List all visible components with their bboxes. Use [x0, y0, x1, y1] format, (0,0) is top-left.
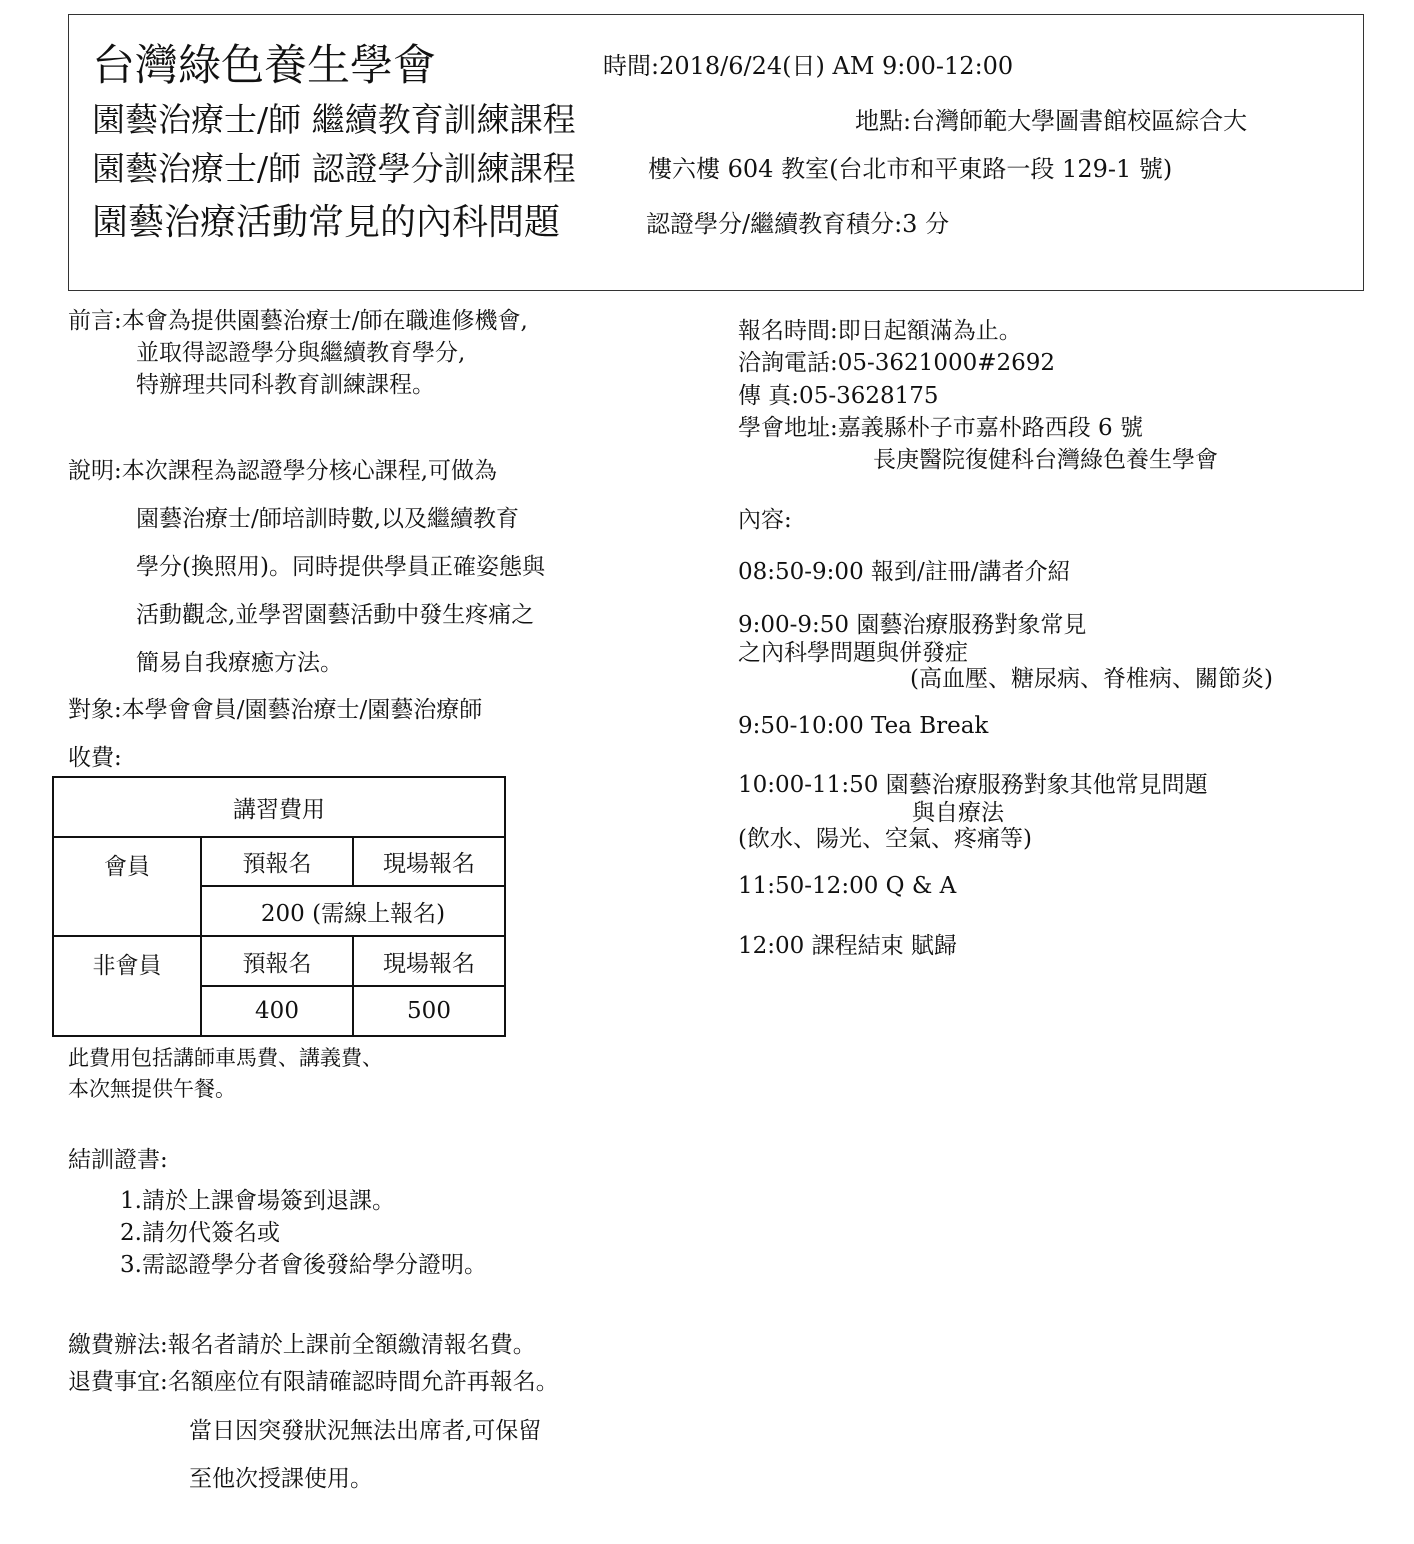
non-member-pre-register: 預報名	[201, 936, 353, 986]
certificate-item-1: 1.請於上課會場簽到退課。	[120, 1188, 395, 1214]
org-name: 台灣綠色養生學會	[92, 41, 436, 91]
member-onsite-register: 現場報名	[353, 837, 505, 886]
contact-address-1: 學會地址:嘉義縣朴子市嘉朴路西段 6 號	[738, 415, 1144, 441]
member-price: 200 (需線上報名)	[201, 886, 505, 936]
preface-line-1: 前言:本會為提供園藝治療士/師在職進修機會,	[68, 308, 528, 334]
schedule-item-6: 12:00 課程結束 賦歸	[738, 933, 957, 959]
contact-phone: 洽詢電話:05-3621000#2692	[738, 350, 1056, 376]
schedule-item-2: 9:00-9:50 園藝治療服務對象常見	[738, 612, 1087, 638]
schedule-item-2-line-3: (高血壓、糖尿病、脊椎病、關節炎)	[910, 666, 1273, 692]
event-time: 時間:2018/6/24(日) AM 9:00-12:00	[603, 52, 1014, 80]
location-line-2: 樓六樓 604 教室(台北市和平東路一段 129-1 號)	[648, 155, 1173, 183]
contact-address-2: 長庚醫院復健科台灣綠色養生學會	[873, 447, 1218, 473]
description-line-3: 學分(換照用)。同時提供學員正確姿態與	[136, 554, 545, 580]
credits: 認證學分/繼續教育積分:3 分	[646, 210, 950, 238]
refund-line-1: 退費事宜:名額座位有限請確認時間允許再報名。	[68, 1369, 559, 1395]
certificate-label: 結訓證書:	[68, 1147, 168, 1173]
fee-note-line-2: 本次無提供午餐。	[68, 1077, 236, 1101]
preface-line-2: 並取得認證學分與繼續教育學分,	[136, 340, 466, 366]
course-line-2: 園藝治療士/師 認證學分訓練課程	[92, 149, 576, 188]
description-line-1: 說明:本次課程為認證學分核心課程,可做為	[68, 458, 498, 484]
member-pre-register: 預報名	[201, 837, 353, 886]
location-line-1: 地點:台灣師範大學圖書館校區綜合大	[855, 107, 1248, 135]
schedule-item-4-line-3: (飲水、陽光、空氣、疼痛等)	[738, 826, 1032, 852]
non-member-onsite-register: 現場報名	[353, 936, 505, 986]
content-label: 內容:	[738, 507, 792, 533]
certificate-item-3: 3.需認證學分者會後發給學分證明。	[120, 1252, 487, 1278]
fee-table	[52, 776, 506, 1037]
schedule-item-1: 08:50-9:00 報到/註冊/講者介紹	[738, 559, 1071, 585]
non-member-label: 非會員	[53, 936, 201, 1036]
schedule-item-4: 10:00-11:50 園藝治療服務對象其他常見問題	[738, 772, 1208, 798]
non-member-onsite-price: 500	[353, 986, 505, 1036]
schedule-item-2-line-2: 之內科學問題與併發症	[738, 640, 968, 666]
schedule-item-3: 9:50-10:00 Tea Break	[738, 713, 989, 739]
course-line-1: 園藝治療士/師 繼續教育訓練課程	[92, 100, 576, 139]
member-label: 會員	[53, 837, 201, 936]
payment-method: 繳費辦法:報名者請於上課前全額繳清報名費。	[68, 1332, 536, 1358]
contact-fax: 傳 真:05-3628175	[738, 383, 939, 409]
fee-note-line-1: 此費用包括講師車馬費、講義費、	[68, 1046, 383, 1070]
course-topic: 園藝治療活動常見的內科問題	[92, 202, 561, 243]
contact-registration-time: 報名時間:即日起額滿為止。	[738, 318, 1022, 344]
certificate-item-2: 2.請勿代簽名或	[120, 1220, 280, 1246]
schedule-item-5: 11:50-12:00 Q & A	[738, 873, 957, 899]
refund-line-3: 至他次授課使用。	[189, 1466, 373, 1492]
non-member-pre-price: 400	[201, 986, 353, 1036]
fee-table-title: 講習費用	[53, 777, 505, 837]
description-line-5: 簡易自我療癒方法。	[136, 650, 343, 676]
fee-label: 收費:	[68, 745, 122, 771]
audience: 對象:本學會會員/園藝治療士/園藝治療師	[68, 697, 483, 723]
schedule-item-4-line-2: 與自療法	[912, 800, 1004, 826]
description-line-2: 園藝治療士/師培訓時數,以及繼續教育	[136, 506, 520, 532]
description-line-4: 活動觀念,並學習園藝活動中發生疼痛之	[136, 602, 535, 628]
refund-line-2: 當日因突發狀況無法出席者,可保留	[189, 1418, 542, 1444]
preface-line-3: 特辦理共同科教育訓練課程。	[136, 372, 435, 398]
